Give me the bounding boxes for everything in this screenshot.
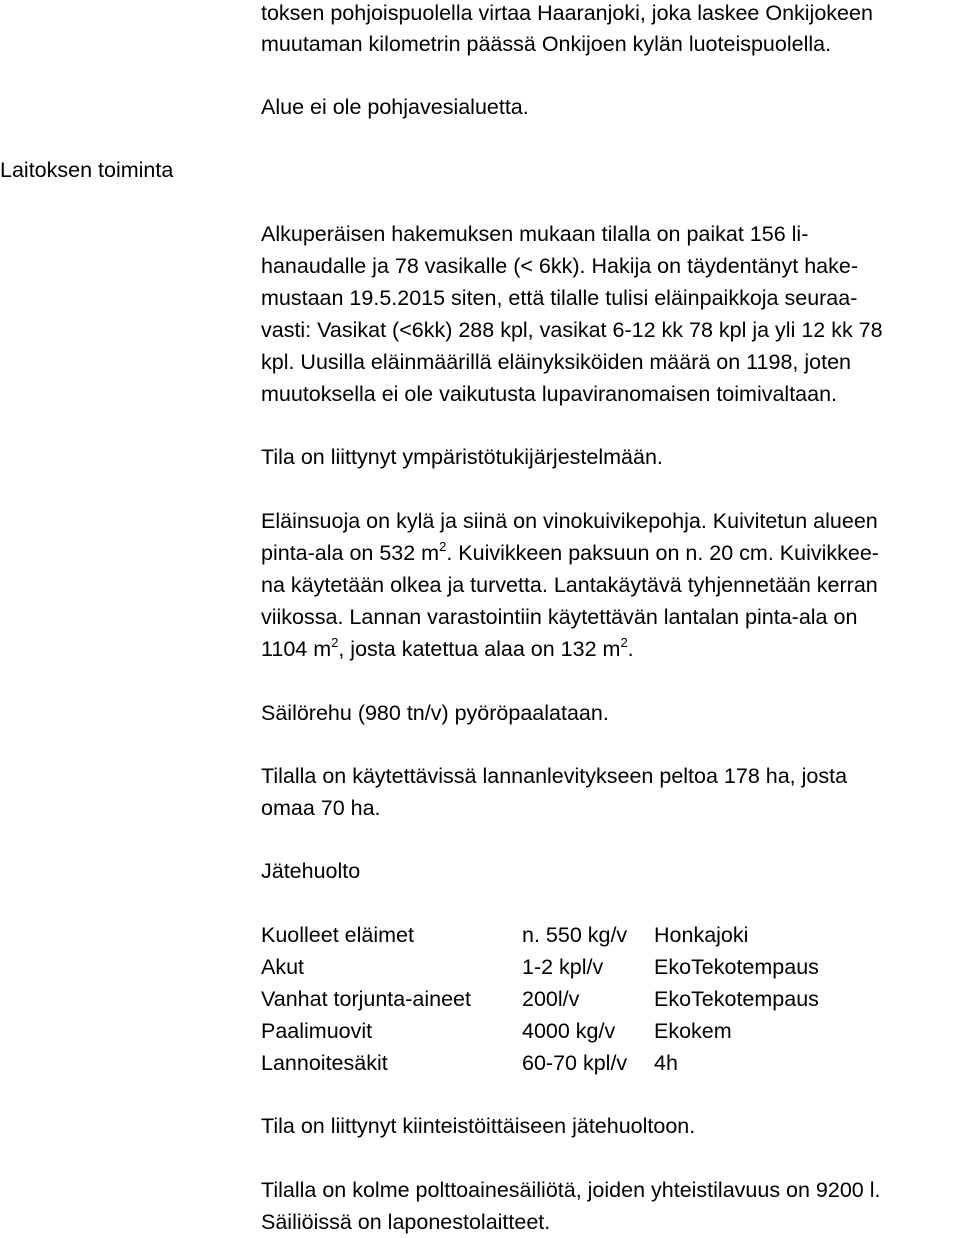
para1-line-3: mustaan 19.5.2015 siten, että tilalle tulisi eläinpaikkoja seuraa- — [261, 286, 858, 310]
waste-amount: 200l/v — [522, 987, 580, 1011]
waste-recipient: Ekokem — [654, 1019, 732, 1043]
para1-line-2: hanaudalle ja 78 vasikalle (< 6kk). Hakija on täydentänyt hake- — [261, 254, 858, 278]
para5-line-1: Tilalla on käytettävissä lannanlevitykseen peltoa 178 ha, josta — [261, 764, 848, 788]
waste-amount: 1-2 kpl/v — [522, 955, 604, 979]
intro-line-2: muutaman kilometrin päässä Onkijoen kylän luoteispuolella. — [261, 32, 832, 56]
waste-recipient: EkoTekotempaus — [654, 987, 819, 1011]
para1-line-1: Alkuperäisen hakemuksen mukaan tilalla on paikat 156 li- — [261, 222, 809, 246]
para3-line-2 — [261, 537, 879, 569]
table-row — [261, 1047, 819, 1079]
table-row — [261, 919, 819, 951]
para1-line-4: vasti: Vasikat (<6kk) 288 kpl, vasikat 6-12 kk 78 kpl ja yli 12 kk 78 — [261, 318, 883, 342]
table-row — [261, 1015, 819, 1047]
para3-line-5-text: 1104 m — [261, 637, 332, 661]
para6: Tila on liittynyt kiinteistöittäiseen jätehuoltoon. — [261, 1114, 696, 1138]
table-row — [261, 951, 819, 983]
para3-line-5 — [261, 633, 634, 665]
waste-amount: n. 550 kg/v — [522, 923, 628, 947]
waste-item: Kuolleet eläimet — [261, 923, 414, 947]
para3-line-2-rest: . Kuivikkeen paksuun on n. 20 cm. Kuivikkee- — [446, 541, 879, 565]
waste-heading: Jätehuolto — [261, 859, 361, 883]
superscript: 2 — [620, 634, 628, 650]
para1-line-5: kpl. Uusilla eläinmäärillä eläinyksiköiden määrä on 1198, joten — [261, 350, 851, 374]
waste-recipient: Honkajoki — [654, 923, 749, 947]
para3-line-1: Eläinsuoja on kylä ja siinä on vinokuivikepohja. Kuivitetun alueen — [261, 509, 878, 533]
waste-recipient: 4h — [654, 1051, 678, 1075]
para5-line-2: omaa 70 ha. — [261, 796, 381, 820]
para2: Tila on liittynyt ympäristötukijärjestelmään. — [261, 445, 663, 469]
superscript: 2 — [331, 634, 339, 650]
para3-line-3: na käytetään olkea ja turvetta. Lantakäytävä tyhjennetään kerran — [261, 573, 878, 597]
waste-recipient: EkoTekotempaus — [654, 955, 819, 979]
para3-line-5-mid: , josta katettua alaa on 132 m — [338, 637, 621, 661]
section-title: Laitoksen toiminta — [0, 158, 174, 182]
waste-item: Vanhat torjunta-aineet — [261, 987, 471, 1011]
para3-line-5-end: . — [627, 637, 634, 661]
waste-amount: 4000 kg/v — [522, 1019, 616, 1043]
para7-line-2: Säiliöissä on laponestolaitteet. — [261, 1210, 551, 1234]
para4: Säilörehu (980 tn/v) pyöröpaalataan. — [261, 701, 609, 725]
waste-item: Paalimuovit — [261, 1019, 373, 1043]
intro-line-1: toksen pohjoispuolella virtaa Haaranjoki, joka laskee Onkijokeen — [261, 1, 873, 25]
table-row — [261, 983, 819, 1015]
superscript: 2 — [439, 538, 447, 554]
para1-line-6: muutoksella ei ole vaikutusta lupaviranomaisen toimivaltaan. — [261, 382, 838, 406]
para3-line-2-text: pinta-ala on 532 m — [261, 541, 440, 565]
waste-table — [261, 919, 819, 1079]
para3-line-4: viikossa. Lannan varastointiin käytettävän lantalan pinta-ala on — [261, 605, 858, 629]
para7-line-1: Tilalla on kolme polttoainesäiliötä, joiden yhteistilavuus on 9200 l. — [261, 1178, 881, 1202]
waste-item: Lannoitesäkit — [261, 1051, 388, 1075]
groundwater-statement: Alue ei ole pohjavesialuetta. — [261, 95, 529, 119]
waste-item: Akut — [261, 955, 305, 979]
waste-amount: 60-70 kpl/v — [522, 1051, 628, 1075]
